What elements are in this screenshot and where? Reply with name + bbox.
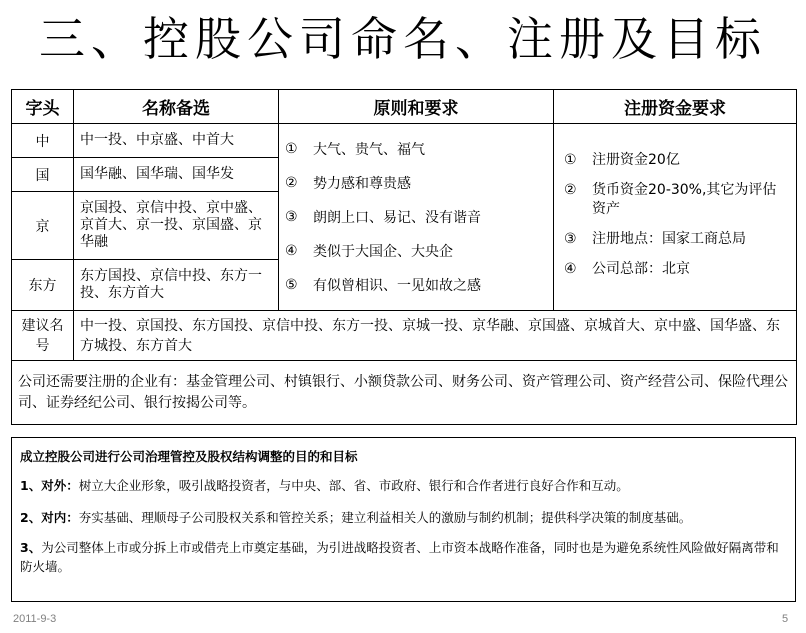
header-principles: 原则和要求 [279,90,554,124]
names-cell: 京国投、京信中投、京中盛、京首大、京一投、京国盛、京华融 [74,192,279,260]
capital-cell [554,124,797,311]
list-item: ⑤ 有似曾相识、一见如故之感 [285,277,481,294]
goal-item: 3、为公司整体上市或分拆上市或借壳上市奠定基础，为引进战略投资者、上市资本战略作准备，同时也是为避免系统性风险做好隔离带和防火墙。 [20,540,779,574]
prefix-cell: 京 [12,192,74,260]
list-item: ④ 类似于大国企、大央企 [285,243,453,260]
prefix-cell: 中 [12,124,74,158]
principles-cell [279,124,554,311]
list-item: ① 大气、贵气、福气 [285,141,425,158]
prefix-cell: 东方 [12,260,74,311]
table-row [12,124,797,158]
list-item: ② 货币资金20-30%,其它为评估资产 [564,182,777,217]
naming-table [11,89,797,425]
goals-box [11,437,796,602]
header-names: 名称备选 [74,90,279,124]
header-prefix: 字头 [12,90,74,124]
list-item: ④ 公司总部：北京 [564,261,690,277]
table-header-row [12,90,797,124]
goals-heading: 成立控股公司进行公司治理管控及股权结构调整的目的和目标 [20,449,358,464]
capital-list [564,151,790,279]
note-row [12,361,797,425]
page-title: 三、控股公司命名、注册及目标 [39,12,767,66]
list-item: ③ 注册地点：国家工商总局 [564,231,746,247]
names-cell: 中一投、中京盛、中首大 [74,124,279,158]
names-cell: 国华融、国华瑞、国华发 [74,158,279,192]
page-number: 5 [782,613,789,625]
list-item: ③ 朗朗上口、易记、没有谐音 [285,209,481,226]
note-text: 公司还需要注册的企业有：基金管理公司、村镇银行、小额贷款公司、财务公司、资产管理公司、资产经营公司、保险代理公司、证券经纪公司、银行按揭公司等。 [12,361,797,425]
prefix-cell: 国 [12,158,74,192]
suggest-names: 中一投、京国投、东方国投、京信中投、东方一投、京城一投、京华融、京国盛、京城首大、京中盛、国华盛、东方城投、东方首大 [74,311,797,361]
footer-date: 2011-9-3 [13,613,57,625]
list-item: ② 势力感和尊贵感 [285,175,411,192]
goal-item: 2、对内：夯实基础、理顺母子公司股权关系和管控关系；建立利益相关人的激励与制约机制；提供科学决策的制度基础。 [20,510,692,525]
principles-list [285,132,547,302]
names-cell: 东方国投、京信中投、东方一投、东方首大 [74,260,279,311]
suggest-label: 建议名号 [12,311,74,361]
suggest-row [12,311,797,361]
list-item: ① 注册资金20亿 [564,152,680,168]
header-capital: 注册资金要求 [554,90,797,124]
goal-item: 1、对外：树立大企业形象，吸引战略投资者，与中央、部、省、市政府、银行和合作者进行良好合作和互动。 [20,478,629,493]
